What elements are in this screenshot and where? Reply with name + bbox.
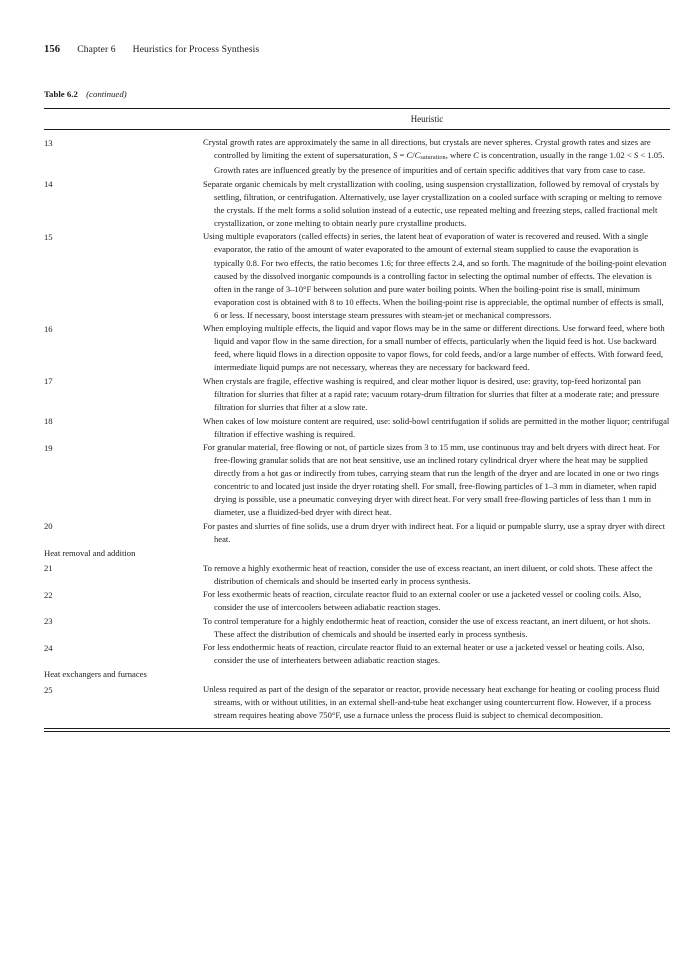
table-row	[44, 178, 670, 230]
heuristic-number: 20	[44, 521, 53, 532]
table-row	[44, 136, 670, 177]
table-caption-continued: (continued)	[86, 89, 127, 99]
heuristic-number: 24	[44, 642, 53, 653]
table-section-label: Heat removal and addition	[44, 548, 136, 559]
table-bottom-rule	[44, 728, 670, 732]
heuristic-number: 22	[44, 589, 53, 600]
chapter-title: Heuristics for Process Synthesis	[132, 44, 260, 55]
table-row	[44, 375, 670, 414]
heuristic-number: 17	[44, 376, 53, 387]
table-row	[44, 520, 670, 546]
heuristic-text: To control temperature for a highly endothermic heat of reaction, consider the use of excess reactant, an inert diluent, or hot shots. These affect the distribution of chemicals and should be inserted early in process synthesis.	[203, 615, 651, 639]
running-head	[44, 44, 670, 55]
heuristic-text: When employing multiple effects, the liquid and vapor flows may be in the same or different directions. Use forward feed, where both liquid and vapor flow in the same direction, for a small number of effects, particularly when the liquid feed is hot. Use backward feed, where liquid flows in a direction opposite to vapor flows, for cold feeds, and/or a large number of effects. With forward feed, intermediate liquid pumps are not necessary, whereas they are necessary for backward feed.	[203, 323, 665, 373]
table-row	[44, 562, 670, 588]
heuristic-text: For pastes and slurries of fine solids, use a drum dryer with indirect heat. For a liquid or pumpable slurry, use a spray dryer with direct heat.	[203, 520, 665, 545]
chapter-number: Chapter 6	[77, 44, 116, 55]
heuristics-table	[44, 108, 670, 732]
table-caption	[44, 89, 670, 99]
table-section-row	[44, 547, 670, 560]
column-header-heuristic: Heuristic	[410, 114, 444, 124]
table-row	[44, 415, 670, 441]
heuristic-number: 18	[44, 416, 53, 427]
table-section-row	[44, 668, 670, 681]
heuristic-text: When cakes of low moisture content are required, use: solid-bowl centrifugation if solids are permitted in the mother liquor; centrifugal filtration if effective washing is required.	[203, 415, 670, 439]
table-body	[44, 130, 670, 722]
table-row	[44, 683, 670, 722]
heuristic-number: 13	[44, 137, 53, 148]
heuristic-text: Unless required as part of the design of the separator or reactor, provide necessary heat exchange for heating or cooling process fluid streams, with or without utilities, in an external shell-and-tube heat exchanger using countercurrent flow. However, if a process stream requires heating above 750°F, use a furnace unless the process fluid is subject to chemical decomposition.	[203, 684, 660, 721]
heuristic-number: 19	[44, 442, 53, 453]
heuristic-text: Using multiple evaporators (called effects) in series, the latent heat of evaporation of water is recovered and reused. With a single evaporator, the ratio of the amount of water evaporated to the amount of external steam supplied to cause the evaporation is typically 0.8. For two effects, the ratio becomes 1.6; for three effects 2.4, and so forth. The magnitude of the boiling-point elevation caused by the dissolved inorganic compounds is a controlling factor in selecting the optimal number of effects. The elevation is often in the range of 3–10°F between solution and pure water boiling points. When the boiling-point rise is small, minimum evaporation cost is obtained with 8 to 10 effects. When the boiling-point rise is appreciable, the optimal number of effects is small, 6 or less. If necessary, boost interstage steam pressures with steam-jet or mechanical compressors.	[203, 231, 667, 320]
table-row	[44, 322, 670, 374]
heuristic-number: 15	[44, 231, 53, 242]
heuristic-text: For less exothermic heats of reaction, circulate reactor fluid to an external cooler or use a jacketed vessel or cooling coils. Also, consider the use of intercoolers between adiabatic reaction stages.	[203, 589, 642, 613]
table-row	[44, 441, 670, 519]
heuristic-text: For granular material, free flowing or not, of particle sizes from 3 to 15 mm, use continuous tray and belt dryers with direct heat. For free-flowing granular solids that are not heat sensitive, use an inclined rotary cylindrical dryer where the heat may be supplied directly from a hot gas or indirectly from tubes, carrying steam that run the length of the dryer and are located in one or two rings concentric to and located just inside the dryer rotating shell. For small, free-flowing particles of 1–3 mm in diameter, when rapid drying is possible, use a pneumatic conveying dryer with direct heat. For very small free-flowing particles of less than 1 mm in diameter, use a fluidized-bed dryer with direct heat.	[203, 442, 660, 518]
heuristic-number: 23	[44, 616, 53, 627]
table-caption-label: Table 6.2	[44, 89, 78, 99]
table-row	[44, 641, 670, 667]
heuristic-text: For less endothermic heats of reaction, circulate reactor fluid to an external heater or use a jacketed vessel or heating coils. Also, consider the use of interheaters between adiabatic reaction stages.	[203, 642, 645, 666]
heuristic-text: To remove a highly exothermic heat of reaction, consider the use of excess reactant, an inert diluent, or cold shots. These affect the distribution of chemicals and should be inserted early in process synthesis.	[203, 562, 653, 586]
heuristic-text: Crystal growth rates are approximately the same in all directions, but crystals are never spheres. Crystal growth rates and sizes are controlled by limiting the extent of supersaturation, $S = C/C_{saturation}$, where C is concentration, usually in the range 1.02 < S < 1.05. Growth rates are influenced greatly by the presence of impurities and of certain specific additives that vary from case to case.	[203, 137, 665, 176]
table-row	[44, 588, 670, 614]
table-header-row	[44, 109, 670, 129]
table-section-label: Heat exchangers and furnaces	[44, 669, 147, 680]
heuristic-text: Separate organic chemicals by melt crystallization with cooling, using suspension crystallization, followed by removal of crystals by settling, filtration, or centrifugation. Alternatively, use layer crystallization on a cooled surface with scraping or melting to remove the crystals. If the melt forms a solid solution instead of a eutectic, use repeated melting and freezing steps, called fractional melt crystallization, or zone melting to obtain nearly pure crystalline products.	[203, 178, 662, 228]
table-row	[44, 615, 670, 641]
heuristic-number: 25	[44, 684, 53, 695]
heuristic-number: 21	[44, 563, 53, 574]
heuristic-number: 16	[44, 323, 53, 334]
heuristic-number: 14	[44, 179, 53, 190]
page-number: 156	[44, 44, 61, 55]
table-row	[44, 230, 670, 321]
heuristic-text: When crystals are fragile, effective washing is required, and clear mother liquor is desired, use: gravity, top-feed horizontal pan filtration for slurries that filter at a rapid rate; vacuum rotary-drum filtration for slurries that filter at a moderate rate; and pressure filtration for slurries that filter at a slow rate.	[203, 375, 660, 413]
